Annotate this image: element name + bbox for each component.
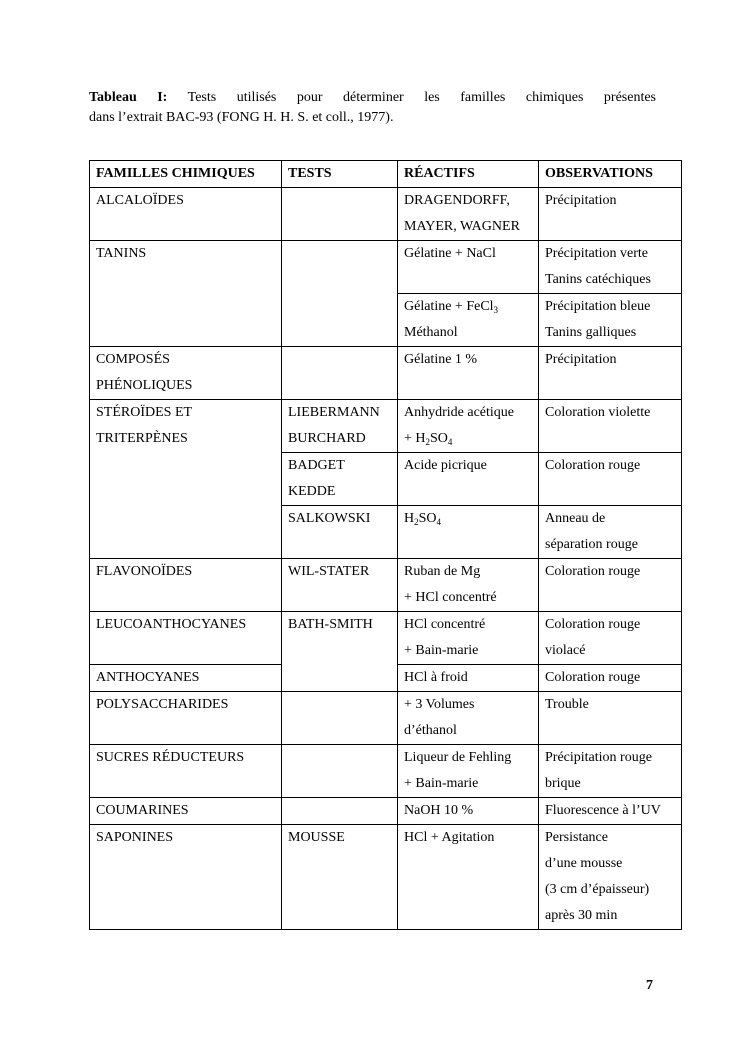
table-caption [89,88,656,128]
cell-test [282,188,398,241]
caption-line-2: dans l’extrait BAC-93 (FONG H. H. S. et coll., 1977). [89,110,394,125]
table-row [90,241,682,294]
page-number: 7 [646,978,653,993]
cell-reactif: $H_2SO_4$ [398,506,539,559]
cell-test: LIEBERMANN BURCHARD [282,400,398,453]
cell-reactif: DRAGENDORFF, MAYER, WAGNER [398,188,539,241]
cell-observation: Trouble [539,692,682,745]
table-row [90,188,682,241]
cell-observation: Coloration rouge [539,453,682,506]
cell-family: COMPOSÉS PHÉNOLIQUES [90,347,282,400]
cell-test: MOUSSE [282,825,398,930]
table-row [90,559,682,612]
cell-observation: Précipitation bleue Tanins galliques [539,294,682,347]
cell-observation: Précipitation [539,188,682,241]
cell-observation: Persistance d’une mousse (3 cm d’épaisseur) après 30 min [539,825,682,930]
table-header-row [90,161,682,188]
cell-family: LEUCOANTHOCYANES [90,612,282,665]
cell-reactif: Gélatine 1 % [398,347,539,400]
cell-family: POLYSACCHARIDES [90,692,282,745]
table-row [90,400,682,453]
cell-reactif: Gélatine + FeCl$_3$ Méthanol [398,294,539,347]
header-tests: TESTS [282,161,398,188]
cell-test: SALKOWSKI [282,506,398,559]
cell-family: COUMARINES [90,798,282,825]
cell-observation: Coloration violette [539,400,682,453]
cell-family: ALCALOÏDES [90,188,282,241]
cell-reactif: Liqueur de Fehling + Bain-marie [398,745,539,798]
cell-observation: Coloration rouge [539,665,682,692]
cell-observation: Coloration rouge [539,559,682,612]
cell-test [282,745,398,798]
cell-reactif: Ruban de Mg + HCl concentré [398,559,539,612]
cell-family: SUCRES RÉDUCTEURS [90,745,282,798]
cell-family: TANINS [90,241,282,347]
cell-observation: Précipitation verte Tanins catéchiques [539,241,682,294]
header-observations: OBSERVATIONS [539,161,682,188]
table-row [90,612,682,665]
cell-observation: Fluorescence à l’UV [539,798,682,825]
caption-label: Tableau I: [89,90,168,105]
table-row [90,347,682,400]
cell-test [282,798,398,825]
cell-observation: Précipitation [539,347,682,400]
cell-reactif: Anhydride acétique + $H_2SO_4$ [398,400,539,453]
table-row [90,825,682,930]
cell-test: WIL-STATER [282,559,398,612]
cell-observation: Précipitation rouge brique [539,745,682,798]
cell-reactif: HCl + Agitation [398,825,539,930]
header-familles: FAMILLES CHIMIQUES [90,161,282,188]
cell-reactif: NaOH 10 % [398,798,539,825]
cell-reactif: Acide picrique [398,453,539,506]
cell-reactif: HCl à froid [398,665,539,692]
cell-reactif: + 3 Volumes d’éthanol [398,692,539,745]
cell-observation: Coloration rouge violacé [539,612,682,665]
chemical-tests-table [89,160,682,930]
cell-family: STÉROÏDES ET TRITERPÈNES [90,400,282,559]
cell-observation: Anneau de séparation rouge [539,506,682,559]
cell-family: FLAVONOÏDES [90,559,282,612]
caption-line-1: Tests utilisés pour déterminer les familles chimiques présentes [187,90,657,105]
cell-test [282,347,398,400]
cell-reactif: HCl concentré + Bain-marie [398,612,539,665]
cell-test [282,692,398,745]
cell-test [282,241,398,347]
cell-test: BADGET KEDDE [282,453,398,506]
header-reactifs: RÉACTIFS [398,161,539,188]
table-row [90,692,682,745]
table-row [90,745,682,798]
cell-family: SAPONINES [90,825,282,930]
cell-family: ANTHOCYANES [90,665,282,692]
cell-test: BATH-SMITH [282,612,398,692]
table-row [90,798,682,825]
cell-reactif: Gélatine + NaCl [398,241,539,294]
